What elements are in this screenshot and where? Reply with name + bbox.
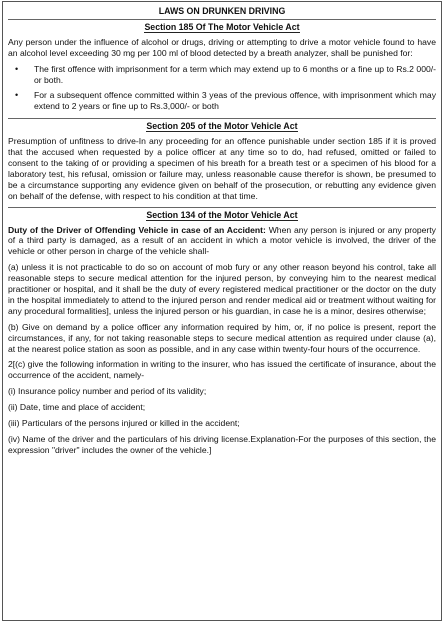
section-134-intro: [8, 225, 436, 258]
section-134-clause-a: (a) unless it is not practicable to do so on account of mob fury or any other reason beyond his control, take all reasonable steps to secure medical attention for the injured person, by conveying him to the nearest medical practitioner or hospital, and it shall be the duty of every registered medical practitioner or the doctor on the duty in the hospital immediately to attend to the injured person and render medical aid or treatment without waiting for any procedural formalities], unless the injured person or his guardian, in case he is a minor, desires otherwise;: [8, 262, 436, 316]
bullet-icon: •: [15, 90, 19, 101]
section-134-item-iv: (iv) Name of the driver and the particulars of his driving license.Explanation-For the purposes of this section, the expression "driver" includes the owner of the vehicle.]: [8, 434, 436, 455]
list-item: [15, 90, 436, 112]
list-item: [15, 63, 436, 86]
list-item-text: The first offence with imprisonment for a term which may extend up to 6 months or a fine up to Rs.2 000/- or both.: [34, 63, 436, 85]
section-185-heading-text: Section 185 Of The Motor Vehicle Act: [144, 21, 300, 32]
document-page: [2, 1, 442, 621]
section-134-item-i: (i) Insurance policy number and period of its validity;: [8, 386, 207, 397]
section-205-heading-text: Section 205 of the Motor Vehicle Act: [146, 121, 298, 132]
section-134-clause-b: (b) Give on demand by a police officer any information required by him, or, if no police is present, report the circumstances, if any, for not taking reasonable steps to secure medical attention as required under clause (a), at the nearest police station as soon as possible, and in any case within twenty-four hours of the occurrence.: [8, 321, 436, 354]
section-134: [8, 207, 436, 456]
section-185-punishment-list: [8, 64, 436, 113]
section-205-heading: [8, 119, 436, 133]
section-134-item-ii: (ii) Date, time and place of accident;: [8, 402, 146, 413]
list-item-text: For a subsequent offence committed within 3 yeas of the previous offence, with imprisonment which may extend to 2 years or fine up to Rs.3,000/- or both: [34, 90, 436, 112]
section-134-lead: Duty of the Driver of Offending Vehicle in case of an Accident:: [8, 224, 266, 235]
bullet-icon: •: [15, 63, 19, 74]
section-134-clause-c: 2[(c) give the following information in writing to the insurer, who has issued the certificate of insurance, about the occurrence of the accident, namely-: [8, 359, 436, 381]
section-134-intro-text: When any person is injured or any property of a third party is damaged, as a result of an accident in which a motor vehicle is involved, the driver of the vehicle or other person in charge of the vehicle shall-: [8, 224, 436, 257]
section-134-item-iii: (iii) Particulars of the persons injured or killed in the accident;: [8, 418, 240, 429]
section-185-heading: [8, 20, 436, 34]
section-185: [8, 19, 436, 112]
section-134-heading-text: Section 134 of the Motor Vehicle Act: [146, 209, 298, 220]
section-185-intro: Any person under the influence of alcohol or drugs, driving or attempting to drive a motor vehicle found to have an alcohol level exceeding 30 mg per 100 ml of blood detected by a breath analyzer, shall be punished for:: [8, 36, 436, 58]
document-title: LAWS ON DRUNKEN DRIVING: [158, 6, 286, 16]
section-205: [8, 118, 436, 201]
section-205-body: Presumption of unfitness to drive-In any proceeding for an offence punishable under section 185 if it is proved that the accused when requested by a police officer at any time so to do, had refused, omitted or failed to consent to the taking of or providing a specimen of his breath for a breath test or a specimen of his blood for a laboratory test, his refusal, omission or failure may, unless reasonable cause therefor is shown, be presumed to be a circumstance supporting any evidence given on behalf of the prosecution, or rebutting any evidence given on behalf of the defense, with respect to his condition at that time.: [8, 136, 436, 201]
section-134-heading: [8, 208, 436, 222]
